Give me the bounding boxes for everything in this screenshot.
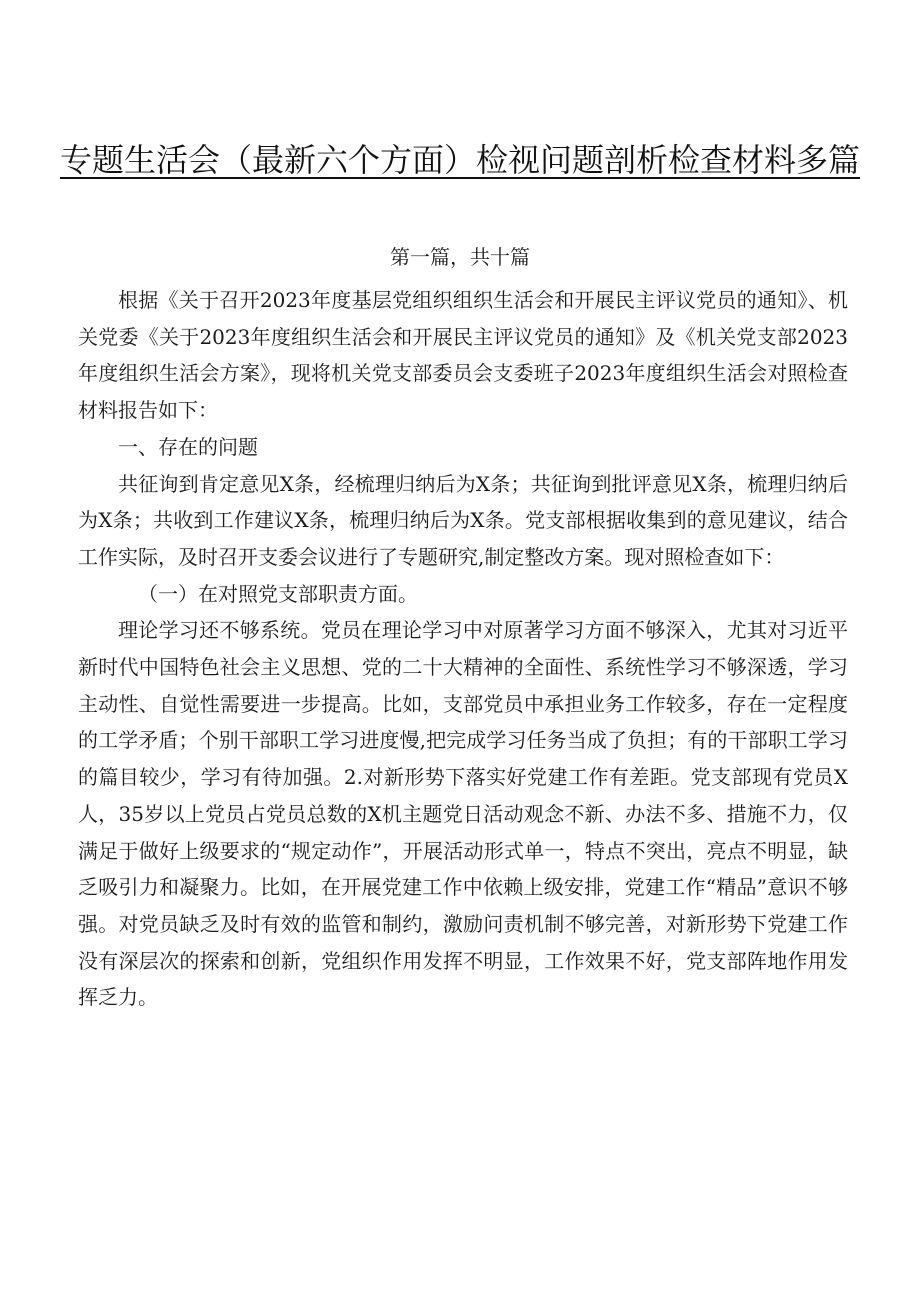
document-title: 专题生活会（最新六个方面）检视问题剖析检查材料多篇 [60,141,861,179]
feedback-paragraph: 共征询到肯定意见X条，经梳理归纳后为X条；共征询到批评意见X条，梳理归纳后为X条；共收到工作建议X条，梳理归纳后为X条。党支部根据收集到的意见建议，结合工作实际，及时召开支委会议进行了专题研究,制定整改方案。现对照检查如下： [78,471,848,569]
theory-study-paragraph: 理论学习还不够系统。党员在理论学习中对原著学习方面不够深入，尤其对习近平新时代中国特色社会主义思想、党的二十大精神的全面性、系统性学习不够深透，学习主动性、自觉性需要进一步提高。比如，支部党员中承担业务工作较多，存在一定程度的工学矛盾；个别干部职工学习进度慢,把完成学习任务当成了负担；有的干部职工学习的篇目较少，学习有待加强。2.对新形势下落实好党建工作有差距。党支部现有党员X人，35岁以上党员占党员总数的X机主题党日活动观念不新、办法不多、措施不力，仅满足于做好上级要求的“规定动作”，开展活动形式单一，特点不突出，亮点不明显，缺乏吸引力和凝聚力。比如，在开展党建工作中依赖上级安排，党建工作“精品”意识不够强。对党员缺乏及时有效的监管和制约，激励问责机制不够完善，对新形势下党建工作没有深层次的探索和创新，党组织作用发挥不明显，工作效果不好，党支部阵地作用发挥乏力。 [78,618,848,1010]
subheading-branch-duties: （一）在对照党支部职责方面。 [138,581,418,606]
section-heading: 第一篇，共十篇 [390,245,530,269]
heading-existing-problems: 一、存在的问题 [118,434,258,459]
intro-paragraph: 根据《关于召开2023年度基层党组织组织生活会和开展民主评议党员的通知》、机关党委《关于2023年度组织生活会和开展民主评议党员的通知》及《机关党支部2023年度组织生活会方案》，现将机关党支部委员会支委班子2023年度组织生活会对照检查材料报告如下： [78,288,848,423]
document-body [78,282,848,1016]
